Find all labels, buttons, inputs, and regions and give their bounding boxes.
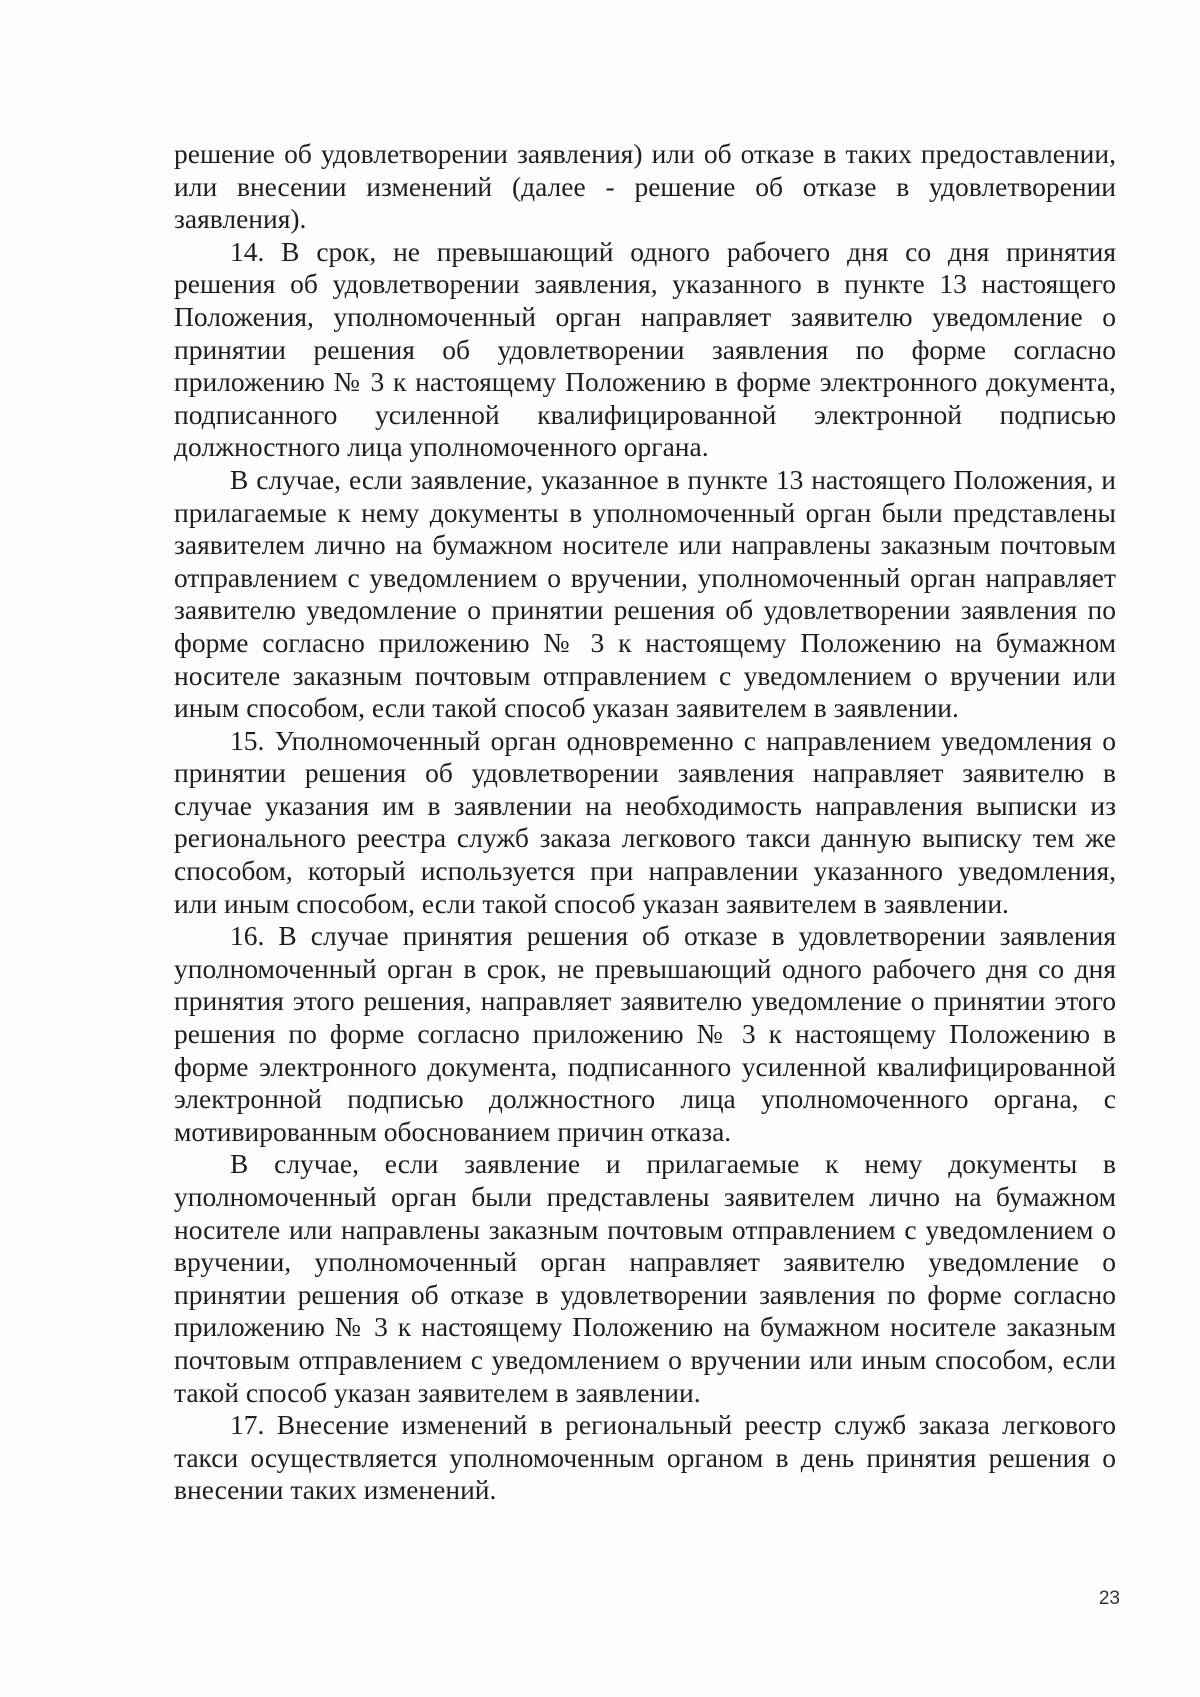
paragraph-clause-14: 14. В срок, не превышающий одного рабочего дня со дня принятия решения об удовлетворении заявления, указанного в пункте 13 настоящего Положения, уполномоченный орган направляет заявителю уведомление о принятии решения об удовлетворении заявления по форме согласно приложению № 3 к настоящему Положению в форме электронного документа, подписанного усиленной квалифицированной электронной подписью должностного лица уполномоченного органа. <box>174 235 1116 463</box>
paragraph-continuation: решение об удовлетворении заявления) или об отказе в таких предоставлении, или внесении изменений (далее - решение об отказе в удовлетворении заявления). <box>174 138 1116 235</box>
paragraph-clause-17: 17. Внесение изменений в региональный реестр служб заказа легкового такси осуществляется уполномоченным органом в день принятия решения о внесении таких изменений. <box>174 1409 1116 1506</box>
document-body <box>174 138 1116 1507</box>
paragraph-clause-16: 16. В случае принятия решения об отказе в удовлетворении заявления уполномоченный орган в срок, не превышающий одного рабочего дня со дня принятия этого решения, направляет заявителю уведомление о принятии этого решения по форме согласно приложению № 3 к настоящему Положению в форме электронного документа, подписанного усиленной квалифицированной электронной подписью должностного лица уполномоченного органа, с мотивированным обоснованием причин отказа. <box>174 920 1116 1147</box>
paragraph-clause-14-paper: В случае, если заявление, указанное в пункте 13 настоящего Положения, и прилагаемые к нему документы в уполномоченный орган были представлены заявителем лично на бумажном носителе или направлены заказным почтовым отправлением с уведомлением о вручении, уполномоченный орган направляет заявителю уведомление о принятии решения об удовлетворении заявления по форме согласно приложению № 3 к настоящему Положению на бумажном носителе заказным почтовым отправлением с уведомлением о вручении или иным способом, если такой способ указан заявителем в заявлении. <box>174 463 1116 724</box>
page-number: 23 <box>1098 1588 1120 1609</box>
paragraph-clause-15: 15. Уполномоченный орган одновременно с направлением уведомления о принятии решения об удовлетворении заявления направляет заявителю в случае указания им в заявлении на необходимость направления выписки из регионального реестра служб заказа легкового такси данную выписку тем же способом, который используется при направлении указанного уведомления, или иным способом, если такой способ указан заявителем в заявлении. <box>174 724 1116 919</box>
paragraph-clause-16-paper: В случае, если заявление и прилагаемые к нему документы в уполномоченный орган были представлены заявителем лично на бумажном носителе или направлены заказным почтовым отправлением с уведомлением о вручении, уполномоченный орган направляет заявителю уведомление о принятии решения об отказе в удовлетворении заявления по форме согласно приложению № 3 к настоящему Положению на бумажном носителе заказным почтовым отправлением с уведомлением о вручении или иным способом, если такой способ указан заявителем в заявлении. <box>174 1148 1116 1408</box>
